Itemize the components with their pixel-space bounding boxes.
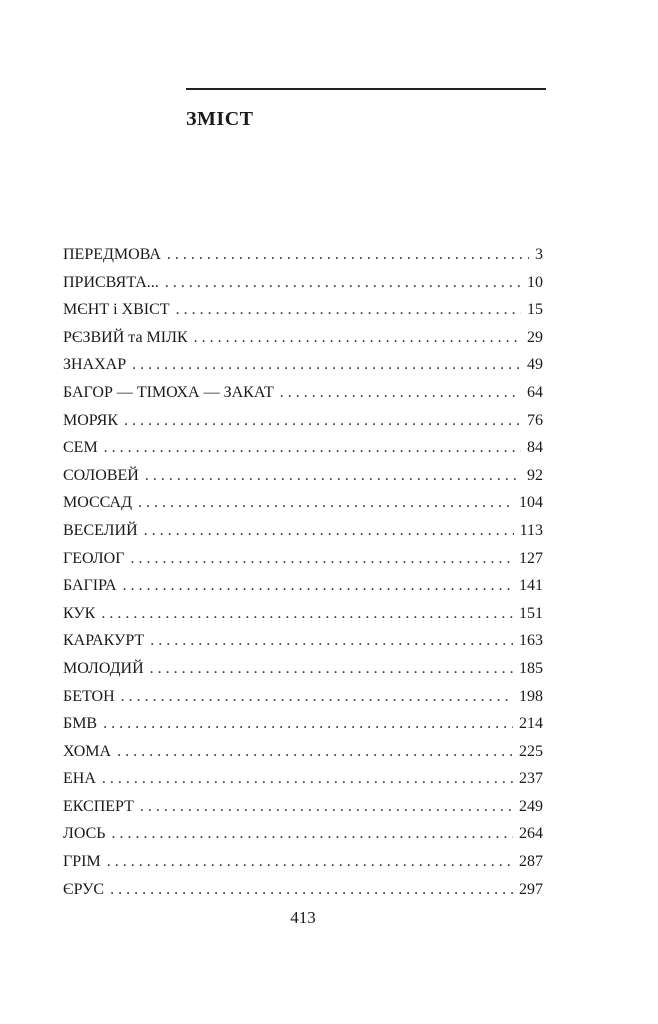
toc-entry-page: 3 bbox=[535, 246, 543, 263]
toc-entry-title: БМВ bbox=[63, 715, 98, 733]
toc-entry-page: 64 bbox=[527, 383, 543, 401]
toc-dot-leader bbox=[165, 269, 521, 297]
toc-entry-title: СЕМ bbox=[63, 439, 98, 457]
toc-entry[interactable] bbox=[63, 351, 543, 379]
toc-dot-leader bbox=[101, 600, 513, 628]
toc-entry[interactable] bbox=[63, 820, 543, 848]
toc-entry-title: ПРИСВЯТА... bbox=[63, 273, 159, 291]
toc-entry-page: 84 bbox=[527, 439, 543, 457]
toc-entry-page: 49 bbox=[527, 356, 543, 374]
toc-entry-page: 113 bbox=[519, 521, 543, 539]
toc-entry-title: РЄЗВИЙ та МІЛК bbox=[63, 328, 188, 346]
toc-dot-leader bbox=[121, 683, 513, 711]
toc-entry-page: 225 bbox=[519, 742, 543, 760]
toc-entry-page: 237 bbox=[519, 770, 543, 788]
toc-dot-leader bbox=[102, 765, 513, 793]
toc-entry-page: 185 bbox=[519, 659, 543, 677]
toc-dot-leader bbox=[103, 710, 513, 738]
toc-entry-title: ХОМА bbox=[63, 742, 112, 760]
toc-dot-leader bbox=[145, 462, 521, 490]
toc-entry-title: БАГІРА bbox=[63, 577, 117, 595]
toc-entry[interactable] bbox=[63, 683, 543, 711]
toc-entry-title: БЕТОН bbox=[63, 687, 115, 705]
toc-entry-title: МОРЯК bbox=[63, 411, 119, 429]
toc-entry-title: КУК bbox=[63, 604, 96, 622]
toc-dot-leader bbox=[150, 655, 513, 683]
toc-dot-leader bbox=[144, 517, 514, 545]
toc-entry-page: 10 bbox=[527, 273, 543, 291]
toc-entry-page: 104 bbox=[519, 494, 543, 512]
page-number: 413 bbox=[290, 908, 316, 927]
toc-entry-title: ГЕОЛОГ bbox=[63, 549, 125, 567]
top-rule bbox=[186, 88, 546, 90]
toc-entry-title: ЄРУС bbox=[63, 880, 105, 898]
toc-entry-page: 15 bbox=[527, 301, 543, 319]
toc-entry[interactable] bbox=[63, 296, 543, 324]
toc-entry[interactable] bbox=[63, 545, 543, 573]
toc-entry[interactable] bbox=[63, 269, 543, 297]
toc-entry[interactable] bbox=[63, 379, 543, 407]
toc-entry-page: 141 bbox=[519, 577, 543, 595]
toc-heading: ЗМІСТ bbox=[186, 108, 254, 130]
toc-entry[interactable] bbox=[63, 407, 543, 435]
toc-entry-title: СОЛОВЕЙ bbox=[63, 466, 139, 484]
toc-entry[interactable] bbox=[63, 572, 543, 600]
toc-dot-leader bbox=[140, 793, 513, 821]
toc-entry[interactable] bbox=[63, 793, 543, 821]
toc-dot-leader bbox=[167, 241, 529, 269]
toc-entry[interactable] bbox=[63, 738, 543, 766]
toc-entry-title: БАГОР — ТІМОХА — ЗАКАТ bbox=[63, 383, 274, 401]
toc-entry-title: МОЛОДИЙ bbox=[63, 659, 144, 677]
toc-dot-leader bbox=[194, 324, 521, 352]
toc-entry[interactable] bbox=[63, 324, 543, 352]
toc-entry[interactable] bbox=[63, 489, 543, 517]
toc-entry-page: 198 bbox=[519, 687, 543, 705]
toc-entry-title: ЗНАХАР bbox=[63, 356, 127, 374]
toc-dot-leader bbox=[117, 738, 513, 766]
toc-entry[interactable] bbox=[63, 517, 543, 545]
toc-dot-leader bbox=[123, 572, 513, 600]
toc-entry-page: 29 bbox=[527, 328, 543, 346]
toc-dot-leader bbox=[111, 820, 513, 848]
toc-entry[interactable] bbox=[63, 434, 543, 462]
toc-entry[interactable] bbox=[63, 241, 543, 269]
toc-entry-page: 92 bbox=[527, 466, 543, 484]
toc-dot-leader bbox=[280, 379, 521, 407]
toc-dot-leader bbox=[150, 627, 513, 655]
toc-entry-page: 287 bbox=[519, 853, 543, 871]
toc-dot-leader bbox=[124, 407, 521, 435]
toc-entry-page: 249 bbox=[519, 797, 543, 815]
toc-entry[interactable] bbox=[63, 462, 543, 490]
toc-entry[interactable] bbox=[63, 710, 543, 738]
toc-dot-leader bbox=[138, 489, 513, 517]
toc-dot-leader bbox=[176, 296, 521, 324]
toc-entry-title: ГРІМ bbox=[63, 853, 101, 871]
toc-entry-page: 264 bbox=[519, 825, 543, 843]
toc-entry-title: ЕНА bbox=[63, 770, 96, 788]
toc-dot-leader bbox=[130, 545, 513, 573]
toc-entry-title: ПЕРЕДМОВА bbox=[63, 246, 161, 263]
toc-entry-page: 76 bbox=[527, 411, 543, 429]
toc-entry-title: КАРАКУРТ bbox=[63, 632, 145, 650]
toc-entry-title: МЄНТ і ХВІСТ bbox=[63, 301, 170, 319]
toc-dot-leader bbox=[107, 848, 513, 876]
toc-entry[interactable] bbox=[63, 876, 543, 904]
toc-entry[interactable] bbox=[63, 848, 543, 876]
toc-entry-page: 151 bbox=[519, 604, 543, 622]
toc-entry-page: 127 bbox=[519, 549, 543, 567]
toc-dot-leader bbox=[104, 434, 521, 462]
toc-entry-page: 163 bbox=[519, 632, 543, 650]
toc-entry[interactable] bbox=[63, 627, 543, 655]
toc-list bbox=[63, 241, 543, 903]
toc-entry[interactable] bbox=[63, 765, 543, 793]
toc-entry-page: 297 bbox=[519, 880, 543, 898]
toc-dot-leader bbox=[110, 876, 513, 904]
toc-entry-title: ЛОСЬ bbox=[63, 825, 106, 843]
toc-entry[interactable] bbox=[63, 655, 543, 683]
toc-entry-title: МОССАД bbox=[63, 494, 132, 512]
toc-dot-leader bbox=[132, 351, 521, 379]
toc-entry[interactable] bbox=[63, 600, 543, 628]
toc-entry-title: ЕКСПЕРТ bbox=[63, 797, 134, 815]
toc-entry-page: 214 bbox=[519, 715, 543, 733]
toc-entry-title: ВЕСЕЛИЙ bbox=[63, 521, 138, 539]
